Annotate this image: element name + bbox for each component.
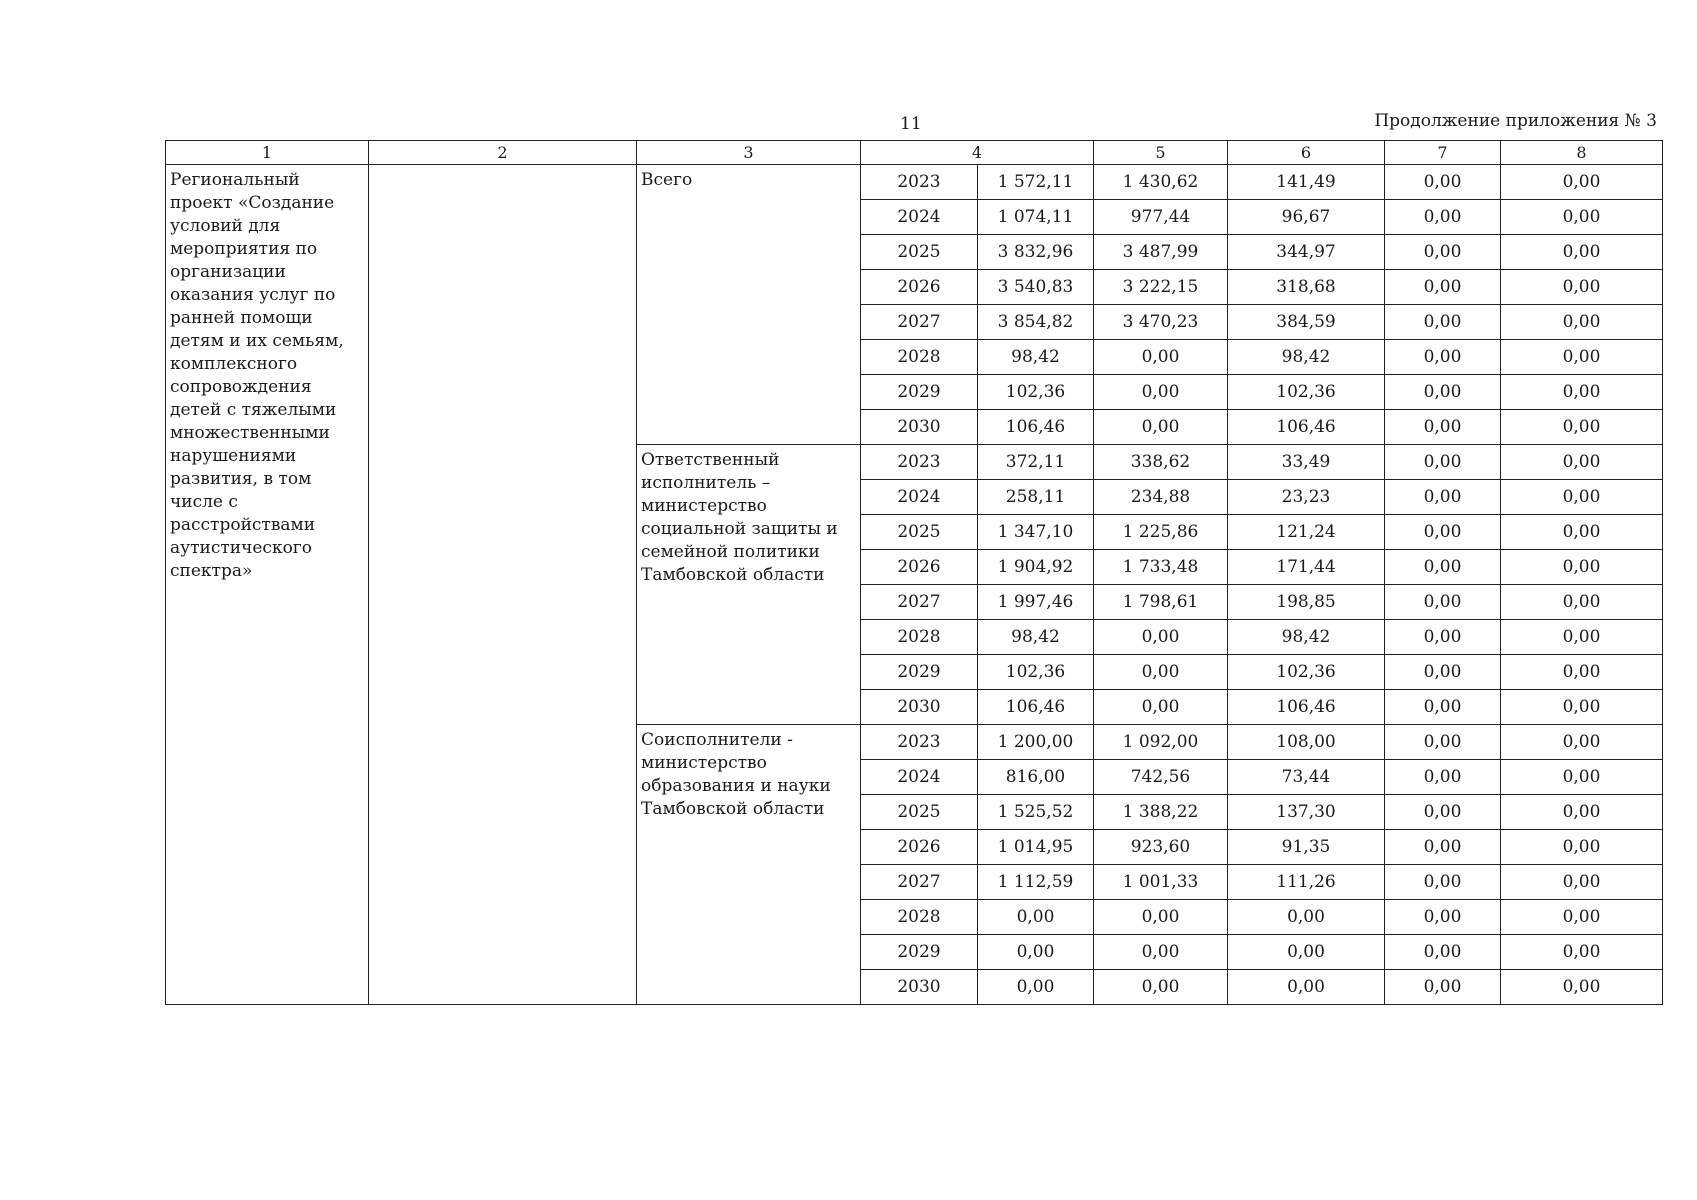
amount-cell: 0,00 [1501,550,1663,585]
amount-cell: 0,00 [1385,935,1501,970]
amount-cell: 111,26 [1228,865,1385,900]
executor-cell: Ответственный исполнитель – министерство социальной защиты и семейной политики Тамбовской области [637,445,861,725]
year-cell: 2023 [861,445,978,480]
amount-cell: 121,24 [1228,515,1385,550]
amount-cell: 0,00 [1385,900,1501,935]
column-number: 7 [1385,141,1501,165]
amount-cell: 0,00 [1094,935,1228,970]
amount-cell: 0,00 [1385,270,1501,305]
amount-cell: 0,00 [1385,585,1501,620]
amount-cell: 0,00 [1385,375,1501,410]
amount-cell: 0,00 [1385,830,1501,865]
amount-cell: 98,42 [1228,340,1385,375]
amount-cell: 171,44 [1228,550,1385,585]
amount-cell: 0,00 [1501,340,1663,375]
amount-cell: 1 525,52 [978,795,1094,830]
amount-cell: 0,00 [1501,305,1663,340]
amount-cell: 0,00 [1501,445,1663,480]
amount-cell: 1 112,59 [978,865,1094,900]
amount-cell: 384,59 [1228,305,1385,340]
amount-cell: 0,00 [1501,725,1663,760]
amount-cell: 1 997,46 [978,585,1094,620]
amount-cell: 0,00 [1501,690,1663,725]
amount-cell: 1 733,48 [1094,550,1228,585]
amount-cell: 0,00 [1501,655,1663,690]
column-number: 2 [369,141,637,165]
amount-cell: 0,00 [1385,445,1501,480]
amount-cell: 3 470,23 [1094,305,1228,340]
column-number: 6 [1228,141,1385,165]
amount-cell: 0,00 [1501,410,1663,445]
amount-cell: 0,00 [1094,340,1228,375]
amount-cell: 0,00 [1501,900,1663,935]
year-cell: 2027 [861,305,978,340]
amount-cell: 3 222,15 [1094,270,1228,305]
amount-cell: 1 001,33 [1094,865,1228,900]
amount-cell: 98,42 [1228,620,1385,655]
year-cell: 2026 [861,270,978,305]
amount-cell: 106,46 [1228,690,1385,725]
amount-cell: 102,36 [1228,375,1385,410]
amount-cell: 3 854,82 [978,305,1094,340]
amount-cell: 0,00 [1501,865,1663,900]
amount-cell: 0,00 [1228,970,1385,1005]
amount-cell: 0,00 [1094,620,1228,655]
column-number: 4 [861,141,1094,165]
amount-cell: 0,00 [978,970,1094,1005]
amount-cell: 73,44 [1228,760,1385,795]
table-row [166,165,1663,200]
amount-cell: 0,00 [1385,410,1501,445]
amount-cell: 1 798,61 [1094,585,1228,620]
amount-cell: 0,00 [1385,480,1501,515]
amount-cell: 3 487,99 [1094,235,1228,270]
year-cell: 2029 [861,935,978,970]
amount-cell: 1 200,00 [978,725,1094,760]
amount-cell: 0,00 [1501,375,1663,410]
year-cell: 2025 [861,515,978,550]
amount-cell: 0,00 [1385,235,1501,270]
amount-cell: 23,23 [1228,480,1385,515]
executor-cell: Всего [637,165,861,445]
amount-cell: 33,49 [1228,445,1385,480]
year-cell: 2030 [861,970,978,1005]
amount-cell: 742,56 [1094,760,1228,795]
year-cell: 2028 [861,900,978,935]
year-cell: 2028 [861,340,978,375]
amount-cell: 0,00 [1094,410,1228,445]
amount-cell: 98,42 [978,340,1094,375]
year-cell: 2027 [861,865,978,900]
amount-cell: 106,46 [978,690,1094,725]
amount-cell: 1 225,86 [1094,515,1228,550]
page-number: 11 [900,114,922,134]
amount-cell: 98,42 [978,620,1094,655]
amount-cell: 91,35 [1228,830,1385,865]
amount-cell: 0,00 [1385,970,1501,1005]
amount-cell: 923,60 [1094,830,1228,865]
year-cell: 2027 [861,585,978,620]
amount-cell: 0,00 [1501,235,1663,270]
amount-cell: 1 904,92 [978,550,1094,585]
column-number-row [166,141,1663,165]
year-cell: 2029 [861,375,978,410]
amount-cell: 0,00 [1094,900,1228,935]
amount-cell: 0,00 [1228,935,1385,970]
amount-cell: 0,00 [1385,305,1501,340]
amount-cell: 0,00 [1385,165,1501,200]
amount-cell: 0,00 [1094,690,1228,725]
amount-cell: 108,00 [1228,725,1385,760]
amount-cell: 318,68 [1228,270,1385,305]
amount-cell: 0,00 [1385,865,1501,900]
column-number: 1 [166,141,369,165]
amount-cell: 0,00 [1385,200,1501,235]
amount-cell: 106,46 [1228,410,1385,445]
amount-cell: 0,00 [1501,760,1663,795]
amount-cell: 0,00 [1501,515,1663,550]
amount-cell: 137,30 [1228,795,1385,830]
amount-cell: 0,00 [1501,270,1663,305]
amount-cell: 0,00 [1501,585,1663,620]
amount-cell: 141,49 [1228,165,1385,200]
amount-cell: 1 074,11 [978,200,1094,235]
column-number: 8 [1501,141,1663,165]
year-cell: 2025 [861,235,978,270]
amount-cell: 3 832,96 [978,235,1094,270]
amount-cell: 1 014,95 [978,830,1094,865]
amount-cell: 102,36 [978,655,1094,690]
amount-cell: 1 092,00 [1094,725,1228,760]
amount-cell: 0,00 [1385,620,1501,655]
year-cell: 2024 [861,200,978,235]
amount-cell: 102,36 [978,375,1094,410]
amount-cell: 0,00 [1385,550,1501,585]
amount-cell: 0,00 [1385,725,1501,760]
amount-cell: 1 347,10 [978,515,1094,550]
year-cell: 2023 [861,165,978,200]
amount-cell: 0,00 [1385,795,1501,830]
year-cell: 2023 [861,725,978,760]
year-cell: 2025 [861,795,978,830]
amount-cell: 0,00 [1385,760,1501,795]
amount-cell: 338,62 [1094,445,1228,480]
amount-cell: 0,00 [978,935,1094,970]
appendix-continuation-label: Продолжение приложения № 3 [1374,111,1657,131]
column-number: 3 [637,141,861,165]
year-cell: 2024 [861,760,978,795]
amount-cell: 0,00 [1501,970,1663,1005]
amount-cell: 234,88 [1094,480,1228,515]
amount-cell: 96,67 [1228,200,1385,235]
amount-cell: 0,00 [1501,935,1663,970]
amount-cell: 3 540,83 [978,270,1094,305]
executor-cell: Соисполнители - министерство образования и науки Тамбовской области [637,725,861,1005]
year-cell: 2030 [861,410,978,445]
year-cell: 2030 [861,690,978,725]
amount-cell: 0,00 [1094,375,1228,410]
amount-cell: 0,00 [978,900,1094,935]
amount-cell: 0,00 [1501,795,1663,830]
amount-cell: 0,00 [1501,830,1663,865]
budget-table-body [166,165,1663,1005]
amount-cell: 0,00 [1501,620,1663,655]
year-cell: 2024 [861,480,978,515]
amount-cell: 1 388,22 [1094,795,1228,830]
budget-table [165,140,1663,1005]
amount-cell: 0,00 [1385,690,1501,725]
amount-cell: 0,00 [1385,340,1501,375]
amount-cell: 258,11 [978,480,1094,515]
year-cell: 2029 [861,655,978,690]
amount-cell: 0,00 [1385,515,1501,550]
amount-cell: 106,46 [978,410,1094,445]
amount-cell: 977,44 [1094,200,1228,235]
amount-cell: 372,11 [978,445,1094,480]
amount-cell: 816,00 [978,760,1094,795]
amount-cell: 1 430,62 [1094,165,1228,200]
amount-cell: 0,00 [1094,970,1228,1005]
amount-cell: 1 572,11 [978,165,1094,200]
empty-column-cell [369,165,637,1005]
amount-cell: 0,00 [1094,655,1228,690]
amount-cell: 0,00 [1501,200,1663,235]
project-name-cell: Региональный проект «Создание условий для мероприятия по организации оказания услуг по ранней помощи детям и их семьям, комплексного сопровождения детей с тяжелыми множественными нарушениями развития, в том числе с расстройствами аутистического спектра» [166,165,369,1005]
amount-cell: 0,00 [1385,655,1501,690]
year-cell: 2028 [861,620,978,655]
amount-cell: 198,85 [1228,585,1385,620]
amount-cell: 0,00 [1501,165,1663,200]
year-cell: 2026 [861,550,978,585]
amount-cell: 0,00 [1228,900,1385,935]
amount-cell: 344,97 [1228,235,1385,270]
column-number: 5 [1094,141,1228,165]
year-cell: 2026 [861,830,978,865]
amount-cell: 0,00 [1501,480,1663,515]
amount-cell: 102,36 [1228,655,1385,690]
